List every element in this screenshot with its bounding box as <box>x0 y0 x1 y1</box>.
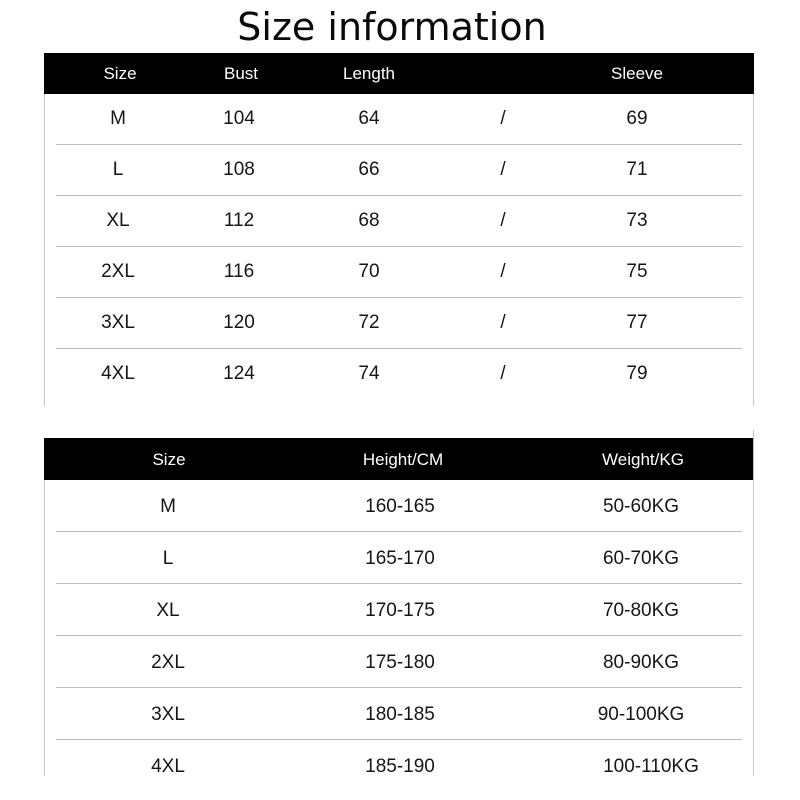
table-row <box>44 532 754 584</box>
table-row <box>44 145 754 196</box>
table-left-edge <box>44 94 45 406</box>
cell-sleeve: 69 <box>626 108 648 129</box>
table-row <box>44 584 754 636</box>
cell-size: 4XL <box>151 756 185 777</box>
column-header-size: Size <box>103 64 137 83</box>
cell-size: XL <box>156 600 180 621</box>
table-row <box>44 298 754 349</box>
table-row <box>44 740 754 792</box>
table-row <box>44 247 754 298</box>
garment-size-table <box>44 53 754 400</box>
cell-length: 66 <box>358 159 380 180</box>
cell-length: 74 <box>358 363 380 384</box>
column-header-bust: Bust <box>223 64 259 83</box>
table-right-edge <box>753 94 754 406</box>
cell-weight: 60-70KG <box>602 548 680 569</box>
cell-size: 4XL <box>101 363 135 384</box>
table-header <box>44 438 754 480</box>
cell-bust: 112 <box>223 210 255 231</box>
cell-size: XL <box>106 210 130 231</box>
column-header-size: Size <box>152 450 186 469</box>
cell-sleeve: 77 <box>626 312 648 333</box>
cell-bust: 120 <box>223 312 255 333</box>
cell-size: L <box>112 159 124 180</box>
cell-sleeve: 75 <box>626 261 648 282</box>
cell-size: M <box>160 496 176 517</box>
cell-height: 160-165 <box>365 496 435 517</box>
cell-sleeve: 79 <box>626 363 648 384</box>
cell-weight: 100-110KG <box>603 756 699 777</box>
cell-length: 68 <box>358 210 380 231</box>
table-right-edge <box>753 430 754 776</box>
column-header-height: Height/CM <box>362 450 444 469</box>
cell-height: 170-175 <box>365 600 435 621</box>
cell-weight: 80-90KG <box>602 652 680 673</box>
cell-height: 175-180 <box>365 652 435 673</box>
cell-separator: / <box>500 312 506 333</box>
cell-height: 185-190 <box>365 756 435 777</box>
table-row <box>44 196 754 247</box>
column-header-sleeve: Sleeve <box>611 64 663 83</box>
table-row <box>44 349 754 400</box>
cell-height: 165-170 <box>365 548 435 569</box>
cell-size: 3XL <box>151 704 185 725</box>
fit-size-table <box>44 438 754 792</box>
cell-size: 2XL <box>101 261 135 282</box>
cell-size: 3XL <box>101 312 135 333</box>
cell-weight: 70-80KG <box>602 600 680 621</box>
page-title: Size information <box>237 5 547 49</box>
table-header <box>44 53 754 94</box>
cell-separator: / <box>500 363 506 384</box>
cell-length: 72 <box>358 312 380 333</box>
cell-bust: 104 <box>223 108 255 129</box>
cell-bust: 116 <box>223 261 255 282</box>
cell-size: M <box>110 108 126 129</box>
cell-bust: 124 <box>223 363 255 384</box>
cell-separator: / <box>500 159 506 180</box>
cell-sleeve: 73 <box>626 210 648 231</box>
cell-separator: / <box>500 108 506 129</box>
cell-height: 180-185 <box>365 704 435 725</box>
cell-length: 64 <box>358 108 380 129</box>
cell-weight: 90-100KG <box>597 704 685 725</box>
cell-size: 2XL <box>151 652 185 673</box>
table-row <box>44 480 754 532</box>
cell-bust: 108 <box>223 159 255 180</box>
cell-separator: / <box>500 210 506 231</box>
column-header-weight: Weight/KG <box>602 450 684 469</box>
table-row <box>44 688 754 740</box>
cell-separator: / <box>500 261 506 282</box>
table-row <box>44 636 754 688</box>
cell-size: L <box>162 548 174 569</box>
column-header-length: Length <box>343 64 395 83</box>
table-row <box>44 94 754 145</box>
cell-weight: 50-60KG <box>602 496 680 517</box>
cell-length: 70 <box>358 261 380 282</box>
table-left-edge <box>44 480 45 776</box>
cell-sleeve: 71 <box>626 159 648 180</box>
